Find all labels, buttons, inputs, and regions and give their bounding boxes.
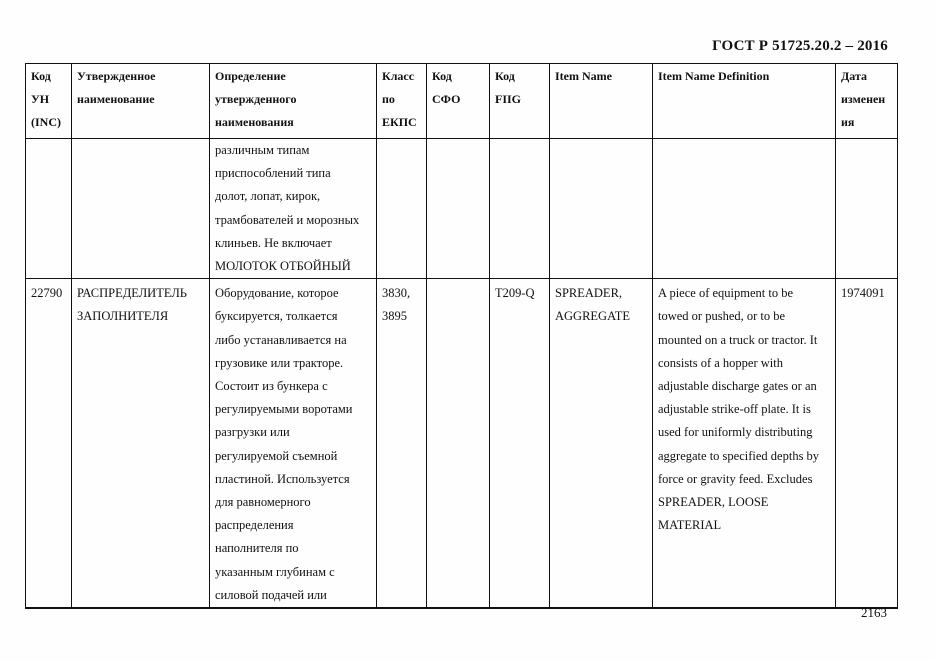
cell-text-line: consists of a hopper with — [658, 355, 783, 370]
cont-sfo-cell — [427, 139, 490, 279]
header-sfo-code — [427, 64, 490, 139]
cell-text-line: распределения — [215, 518, 294, 533]
cont-definition-cell — [210, 139, 377, 279]
cell-text-line: AGGREGATE — [555, 309, 630, 324]
cont-fiig-cell — [490, 139, 550, 279]
table-row — [26, 139, 898, 279]
header-item-name-definition — [653, 64, 836, 139]
cell-text-line: Утвержденное — [77, 69, 156, 83]
cell-text-line: МОЛОТОК ОТБОЙНЫЙ — [215, 259, 351, 274]
cell-text-line: долот, лопат, кирок, — [215, 189, 321, 204]
cell-text-line: 3830, — [382, 286, 411, 301]
catalog-table — [25, 63, 898, 609]
cell-text-line: Item Name — [555, 69, 612, 83]
cell-text-line: Оборудование, которое — [215, 286, 339, 301]
cell-text-line: регулируемыми воротами — [215, 402, 353, 417]
cell-text-line: SPREADER, — [555, 286, 623, 301]
cell-text-line: SPREADER, LOOSE — [658, 495, 769, 510]
header-item-name — [550, 64, 653, 139]
cell-text-line: наименование — [77, 92, 155, 107]
cell-text-line: ия — [841, 115, 855, 130]
definition-cell — [210, 279, 377, 608]
fiig-code-cell: T209-Q — [490, 279, 550, 608]
cell-text-line: указанным глубинам с — [215, 564, 335, 579]
cell-text-line: (INC) — [31, 115, 61, 130]
header-fiig-code — [490, 64, 550, 139]
inc-cell: 22790 — [26, 279, 72, 608]
cell-text-line: буксируется, толкается — [215, 309, 338, 324]
cell-text-line: УН — [31, 92, 50, 107]
cell-text-line: изменен — [841, 92, 886, 107]
cell-text-line: A piece of equipment to be — [658, 286, 794, 301]
cell-text-line: mounted on a truck or tractor. It — [658, 332, 818, 347]
item-name-definition-cell — [653, 279, 836, 608]
cell-text-line: Класс — [382, 69, 415, 83]
ekps-class-cell — [377, 279, 427, 608]
cont-item-name-cell — [550, 139, 653, 279]
cell-text-line: РАСПРЕДЕЛИТЕЛЬ — [77, 286, 187, 301]
change-date-cell: 1974091 — [836, 279, 898, 608]
cell-text-line: пластиной. Используется — [215, 471, 350, 486]
header-inc — [26, 64, 72, 139]
cell-text-line: для равномерного — [215, 495, 311, 510]
document-header: ГОСТ Р 51725.20.2 – 2016 — [712, 38, 888, 54]
cont-approved-name-cell — [72, 139, 210, 279]
cell-text-line: регулируемой съемной — [215, 448, 338, 463]
cell-text-line: разгрузки или — [215, 425, 290, 440]
header-approved-name — [72, 64, 210, 139]
cell-text-line: 3895 — [382, 309, 407, 324]
cell-text-line: Код — [432, 69, 452, 83]
cell-text-line: наименования — [215, 115, 294, 130]
cell-text-line: СФО — [432, 92, 461, 107]
cell-text-line: Дата — [841, 69, 867, 83]
cell-text-line: Item Name Definition — [658, 69, 770, 83]
cell-text-line: различным типам — [215, 143, 310, 157]
cell-text-line: adjustable discharge gates or an — [658, 379, 817, 394]
header-definition — [210, 64, 377, 139]
cell-text-line: ЕКПС — [382, 115, 417, 130]
cell-text-line: силовой подачей или — [215, 587, 327, 602]
cell-text-line: MATERIAL — [658, 518, 722, 533]
cell-text-line: aggregate to specified depths by — [658, 448, 820, 463]
cell-text-line: по — [382, 92, 395, 107]
cont-date-cell — [836, 139, 898, 279]
cell-text-line: ЗАПОЛНИТЕЛЯ — [77, 309, 169, 324]
cell-text-line: adjustable strike-off plate. It is — [658, 402, 811, 417]
cont-inc-cell — [26, 139, 72, 279]
cell-text-line: приспособлений типа — [215, 166, 331, 181]
cell-text-line: Код — [495, 69, 515, 83]
table-header-row — [26, 64, 898, 139]
header-ekps-class — [377, 64, 427, 139]
cont-item-definition-cell — [653, 139, 836, 279]
approved-name-cell — [72, 279, 210, 608]
cell-text-line: towed or pushed, or to be — [658, 309, 786, 324]
cell-text-line: used for uniformly distributing — [658, 425, 813, 440]
cell-text-line: грузовике или тракторе. — [215, 355, 344, 370]
cell-text-line: force or gravity feed. Excludes — [658, 471, 813, 486]
cell-text-line: наполнителя по — [215, 541, 299, 556]
cell-text-line: Определение — [215, 69, 286, 83]
cell-text-line: Код — [31, 69, 51, 83]
sfo-code-cell — [427, 279, 490, 608]
item-name-cell — [550, 279, 653, 608]
table-row — [26, 279, 898, 608]
cont-ekps-cell — [377, 139, 427, 279]
cell-text-line: Состоит из бункера с — [215, 379, 328, 394]
page-number: 2163 — [861, 605, 887, 620]
cell-text-line: либо устанавливается на — [215, 332, 347, 347]
cell-text-line: FIIG — [495, 92, 522, 107]
header-change-date — [836, 64, 898, 139]
cell-text-line: клиньев. Не включает — [215, 235, 332, 250]
cell-text-line: утвержденного — [215, 92, 297, 107]
cell-text-line: трамбователей и морозных — [215, 212, 360, 227]
